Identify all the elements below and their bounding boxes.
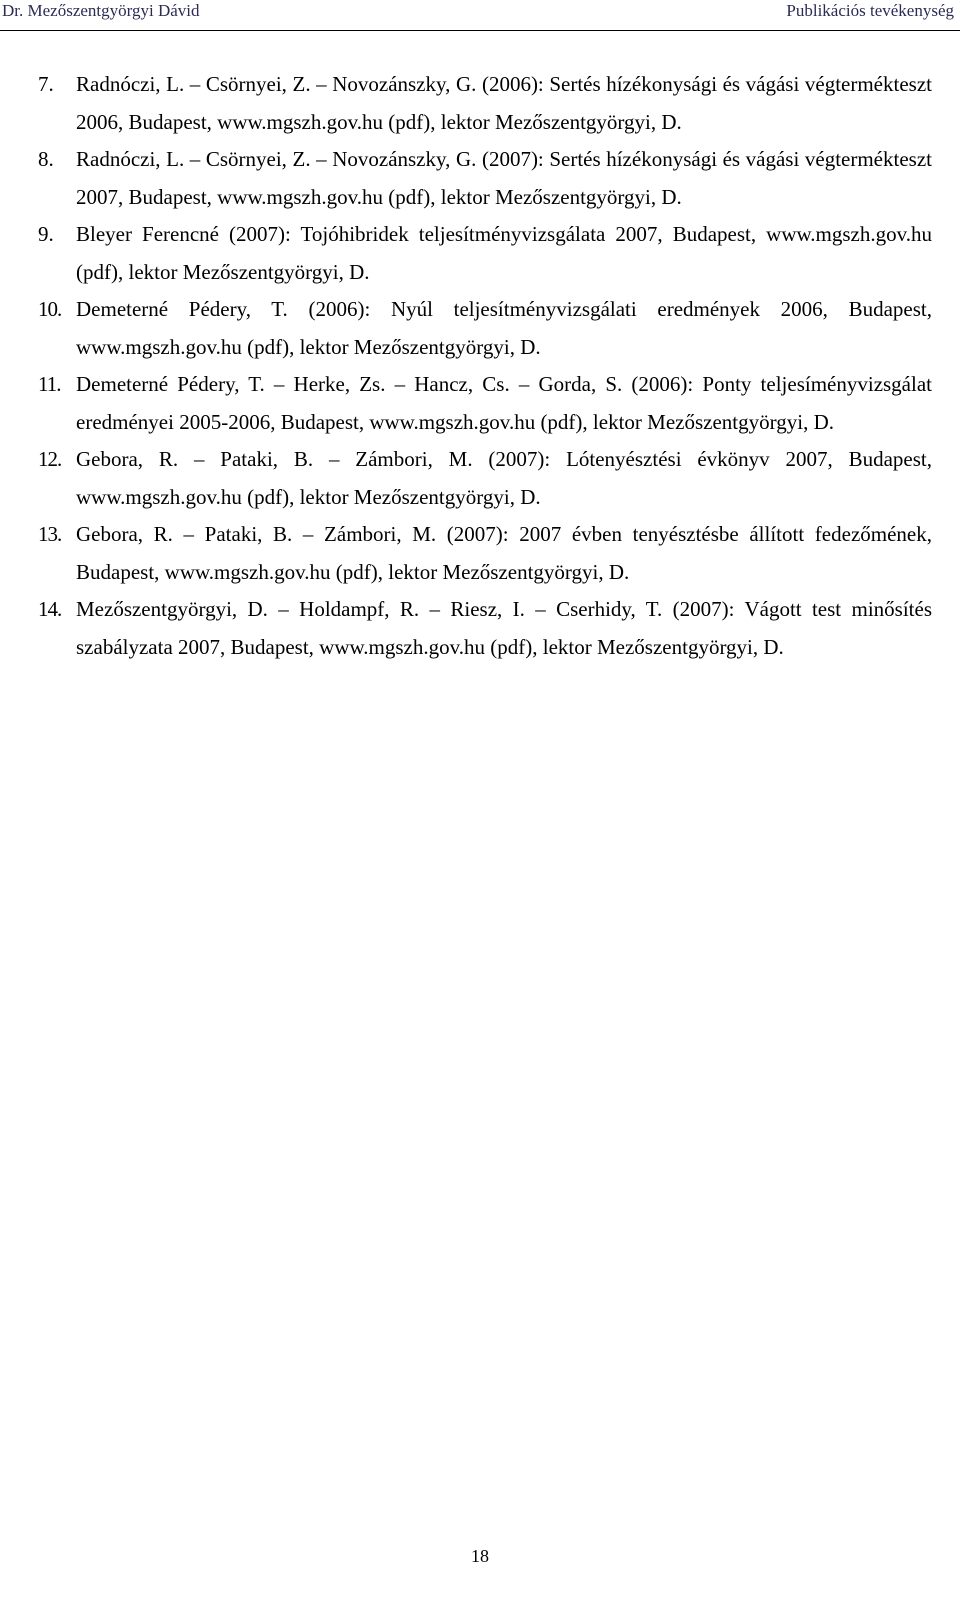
reference-text: Gebora, R. – Pataki, B. – Zámbori, M. (2007): Lótenyésztési évkönyv 2007, Budapest, www.mgszh.gov.hu (pdf), lektor Mezőszentgyörgyi, D. <box>76 447 932 509</box>
page-number: 18 <box>471 1546 489 1566</box>
reference-number: 14. <box>38 597 62 621</box>
reference-text: Demeterné Pédery, T. (2006): Nyúl teljesítményvizsgálati eredmények 2006, Budapest, www.mgszh.gov.hu (pdf), lektor Mezőszentgyörgyi, D. <box>76 297 932 359</box>
list-item <box>38 591 932 666</box>
page-header <box>0 0 960 31</box>
reference-text: Gebora, R. – Pataki, B. – Zámbori, M. (2007): 2007 évben tenyésztésbe állított fedezőmének, Budapest, www.mgszh.gov.hu (pdf), lektor Mezőszentgyörgyi, D. <box>76 522 932 584</box>
reference-number: 12. <box>38 447 62 471</box>
reference-number: 13. <box>38 522 62 546</box>
reference-text: Demeterné Pédery, T. – Herke, Zs. – Hancz, Cs. – Gorda, S. (2006): Ponty teljesíményvizsgálat eredményei 2005-2006, Budapest, www.mgszh.gov.hu (pdf), lektor Mezőszentgyörgyi, D. <box>76 372 932 434</box>
reference-number: 9. <box>38 222 54 246</box>
list-item <box>38 66 932 141</box>
reference-text: Radnóczi, L. – Csörnyei, Z. – Novozánszky, G. (2007): Sertés hízékonysági és vágási végtermékteszt 2007, Budapest, www.mgszh.gov.hu (pdf), lektor Mezőszentgyörgyi, D. <box>76 147 932 209</box>
reference-number: 7. <box>38 72 54 96</box>
reference-number: 10. <box>38 297 62 321</box>
reference-text: Bleyer Ferencné (2007): Tojóhibridek teljesítményvizsgálata 2007, Budapest, www.mgszh.gov.hu (pdf), lektor Mezőszentgyörgyi, D. <box>76 222 932 284</box>
reference-number: 8. <box>38 147 54 171</box>
header-author: Dr. Mezőszentgyörgyi Dávid <box>2 1 200 20</box>
reference-text: Mezőszentgyörgyi, D. – Holdampf, R. – Riesz, I. – Cserhidy, T. (2007): Vágott test minősítés szabályzata 2007, Budapest, www.mgszh.gov.hu (pdf), lektor Mezőszentgyörgyi, D. <box>76 597 932 659</box>
list-item <box>38 441 932 516</box>
list-item <box>38 141 932 216</box>
reference-text: Radnóczi, L. – Csörnyei, Z. – Novozánszky, G. (2006): Sertés hízékonysági és vágási végtermékteszt 2006, Budapest, www.mgszh.gov.hu (pdf), lektor Mezőszentgyörgyi, D. <box>76 72 932 134</box>
list-item <box>38 516 932 591</box>
list-item <box>38 216 932 291</box>
header-section-title: Publikációs tevékenység <box>786 1 954 20</box>
list-item <box>38 291 932 366</box>
reference-list <box>38 66 932 666</box>
list-item <box>38 366 932 441</box>
reference-number: 11. <box>38 372 61 396</box>
